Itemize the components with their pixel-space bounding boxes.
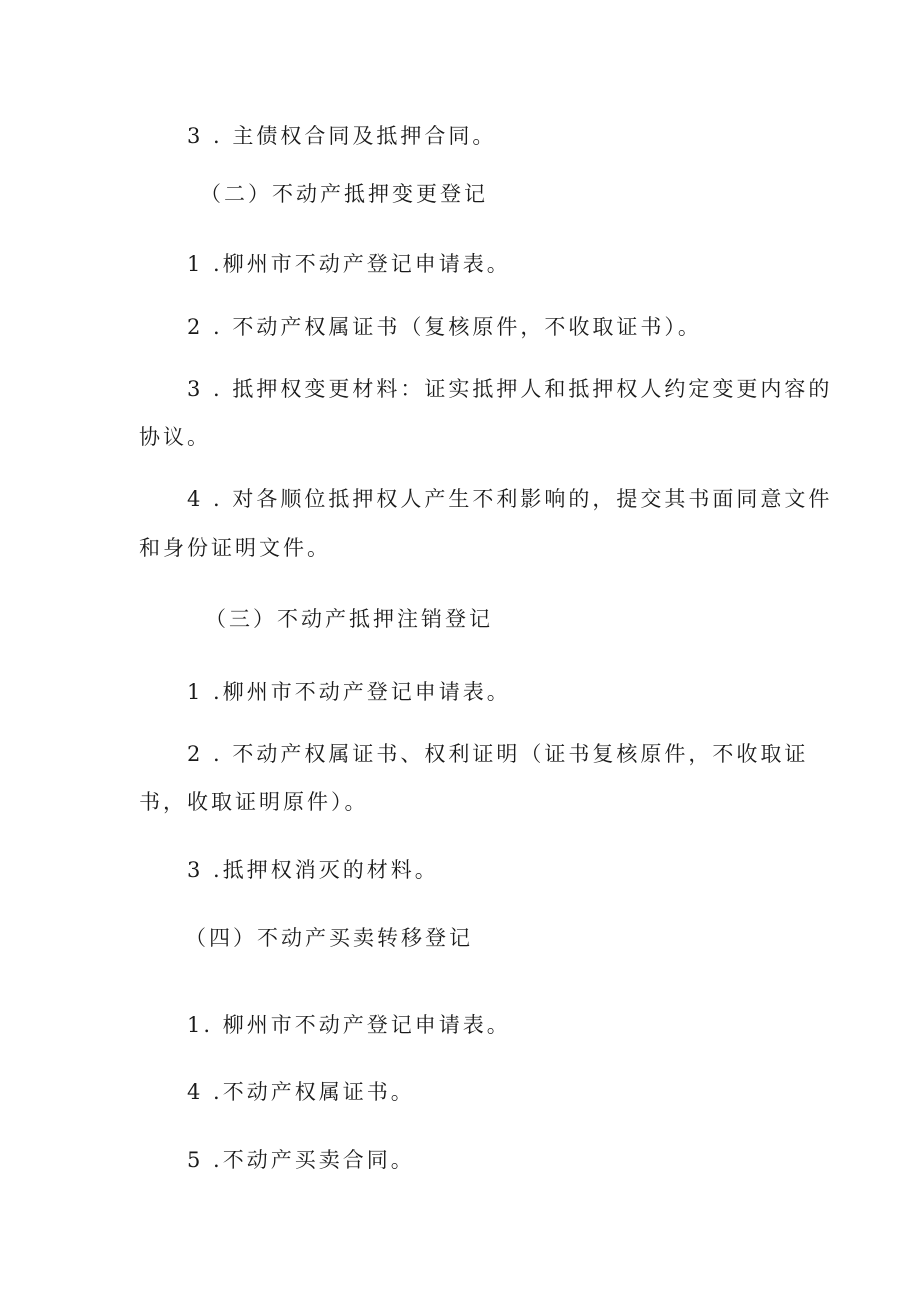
item-1-application-form-3: 1. 柳州市不动产登记申请表。 [187,1013,511,1037]
item-3-change-materials-cont: 协议。 [139,425,211,449]
item-3-change-materials: 3 . 抵押权变更材料：证实抵押人和抵押权人约定变更内容的 [187,377,833,401]
item-3-extinction-materials: 3 .抵押权消灭的材料。 [187,858,439,882]
item-5-sale-contract: 5 .不动产买卖合同。 [187,1148,415,1172]
item-3-main-contract: 3 . 主债权合同及抵押合同。 [187,124,497,148]
section-heading-mortgage-change: （二）不动产抵押变更登记 [200,182,488,206]
item-4-consent-documents-cont: 和身份证明文件。 [139,536,331,560]
section-heading-sale-transfer: （四）不动产买卖转移登记 [185,926,473,950]
item-4-ownership-certificate: 4 .不动产权属证书。 [187,1080,415,1104]
item-1-application-form-2: 1 .柳州市不动产登记申请表。 [187,680,511,704]
item-2-ownership-rights-cont: 书，收取证明原件）。 [139,790,369,814]
item-1-application-form: 1 .柳州市不动产登记申请表。 [187,252,511,276]
item-2-ownership-certificate: 2 . 不动产权属证书（复核原件，不收取证书）。 [187,315,702,339]
item-2-ownership-rights: 2 . 不动产权属证书、权利证明（证书复核原件，不收取证 [187,742,809,766]
item-4-consent-documents: 4 . 对各顺位抵押权人产生不利影响的，提交其书面同意文件 [187,487,833,511]
section-heading-mortgage-cancel: （三）不动产抵押注销登记 [205,607,493,631]
